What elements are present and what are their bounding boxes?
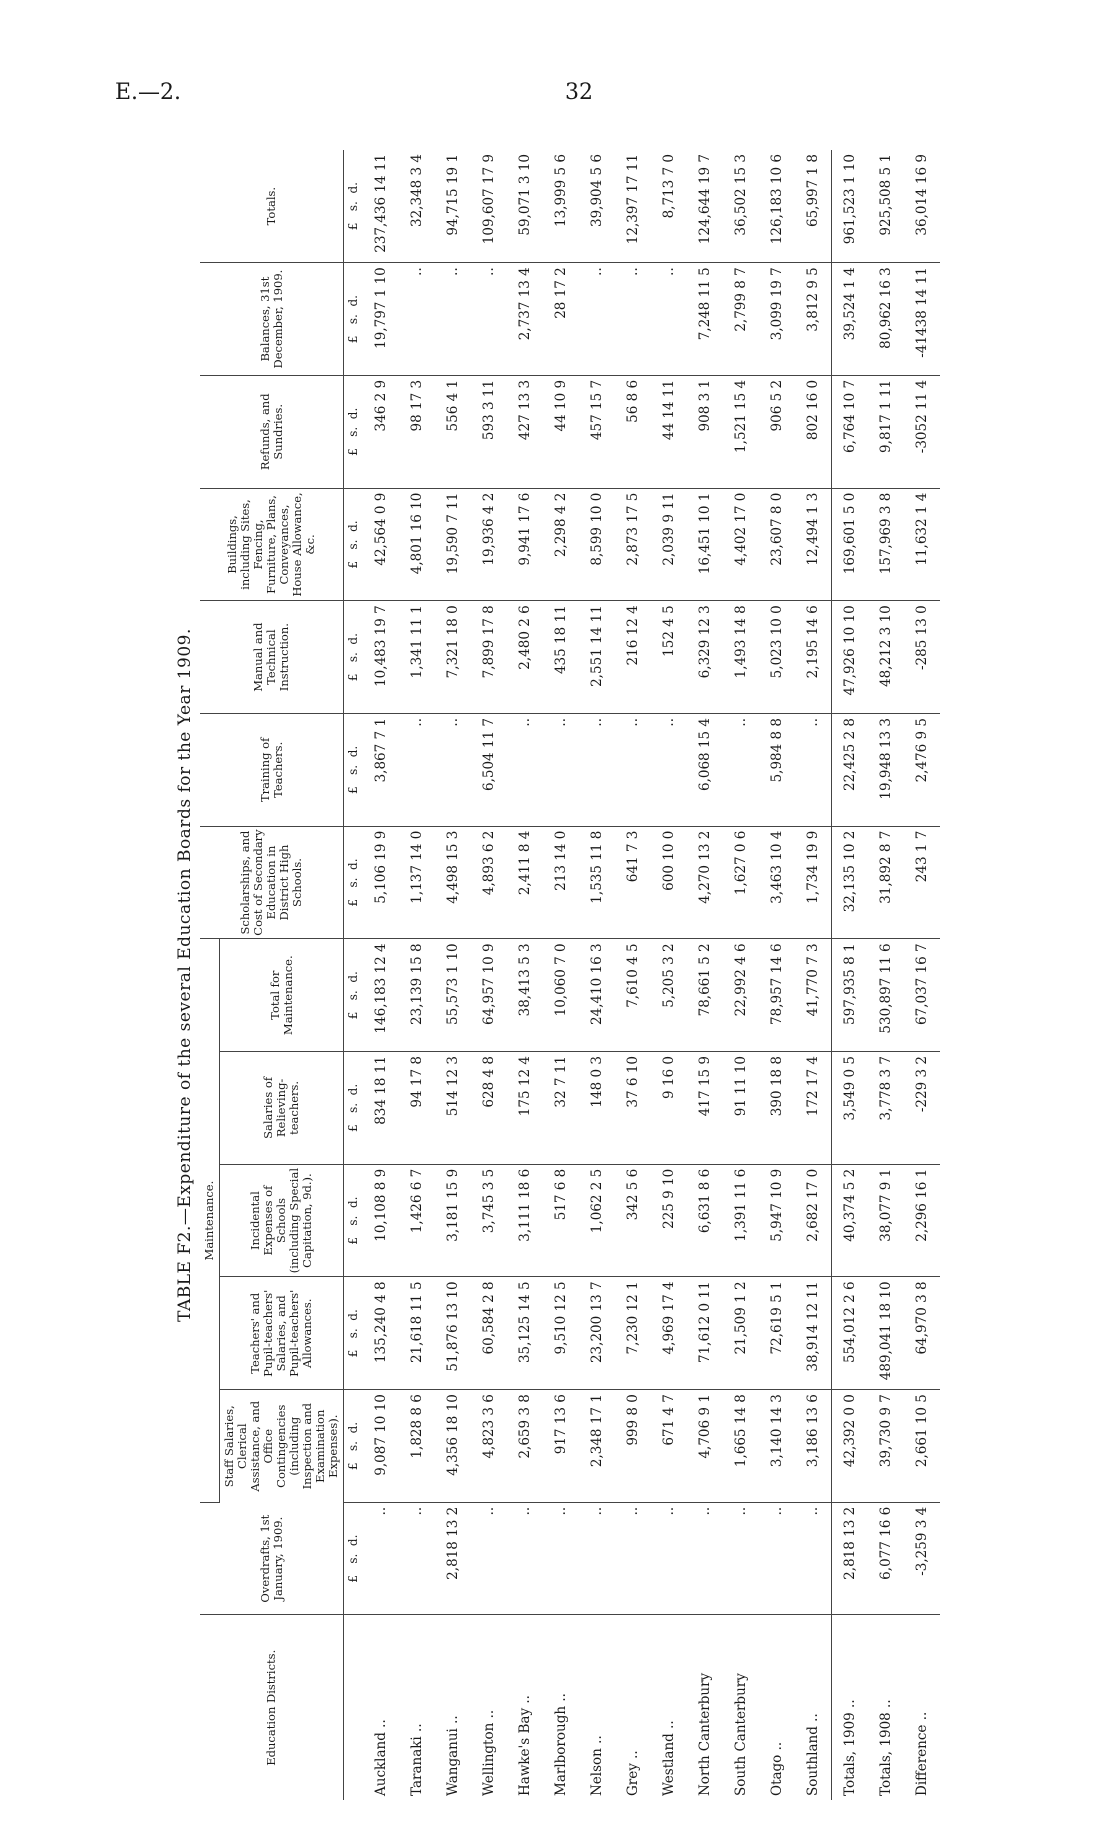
amount-cell: 237,436 14 11 bbox=[363, 150, 399, 263]
district-name: Totals, 1909 .. bbox=[832, 1615, 869, 1800]
amount-cell: 39,730 9 7 bbox=[868, 1390, 904, 1503]
amount-cell: 9,817 1 11 bbox=[868, 375, 904, 488]
amount-cell: 3,186 13 6 bbox=[795, 1390, 832, 1503]
amount-cell: 146,183 12 4 bbox=[363, 939, 399, 1052]
amount-cell: 2,661 10 5 bbox=[904, 1390, 940, 1503]
amount-cell: 3,778 3 7 bbox=[868, 1052, 904, 1165]
amount-cell: 71,612 0 11 bbox=[687, 1277, 723, 1390]
amount-cell: 3,463 10 4 bbox=[759, 826, 795, 939]
unit-label: £ s. d. bbox=[344, 1277, 364, 1390]
header-teachers-salaries: Teachers' and Pupil-teachers' Salaries, and Pupil-teachers' Allowances. bbox=[220, 1277, 344, 1390]
amount-cell: 2,296 16 1 bbox=[904, 1164, 940, 1277]
table-row bbox=[543, 150, 579, 1800]
amount-cell: 59,071 3 10 bbox=[507, 150, 543, 263]
amount-cell: 1,665 14 8 bbox=[723, 1390, 759, 1503]
amount-cell: 22,992 4 6 bbox=[723, 939, 759, 1052]
amount-cell: 32 7 11 bbox=[543, 1052, 579, 1165]
amount-cell: .. bbox=[543, 714, 579, 827]
header-totals: Totals. bbox=[200, 150, 344, 263]
header-incidental-expenses: Incidental Expenses of Schools (including Special Capitation, 9d.). bbox=[220, 1164, 344, 1277]
amount-cell: 23,200 13 7 bbox=[579, 1277, 615, 1390]
table-row bbox=[579, 150, 615, 1800]
amount-cell: 48,212 3 10 bbox=[868, 601, 904, 714]
amount-cell: 64,970 3 8 bbox=[904, 1277, 940, 1390]
amount-cell: .. bbox=[579, 714, 615, 827]
amount-cell: 216 12 4 bbox=[615, 601, 651, 714]
header-relieving-teachers: Salaries of Relieving-teachers. bbox=[220, 1052, 344, 1165]
amount-cell: 7,230 12 1 bbox=[615, 1277, 651, 1390]
amount-cell: 4,356 18 10 bbox=[435, 1390, 471, 1503]
amount-cell: 19,590 7 11 bbox=[435, 488, 471, 601]
table-header bbox=[200, 150, 363, 1800]
unit-blank bbox=[344, 1615, 364, 1800]
amount-cell: .. bbox=[543, 1502, 579, 1615]
amount-cell: .. bbox=[795, 1502, 832, 1615]
amount-cell: 124,644 19 7 bbox=[687, 150, 723, 263]
amount-cell: .. bbox=[759, 1502, 795, 1615]
amount-cell: .. bbox=[651, 714, 687, 827]
amount-cell: 4,498 15 3 bbox=[435, 826, 471, 939]
amount-cell: 24,410 16 3 bbox=[579, 939, 615, 1052]
amount-cell: .. bbox=[507, 714, 543, 827]
amount-cell: 32,348 3 4 bbox=[399, 150, 435, 263]
amount-cell: 593 3 11 bbox=[471, 375, 507, 488]
amount-cell: 6,504 11 7 bbox=[471, 714, 507, 827]
amount-cell: 39,904 5 6 bbox=[579, 150, 615, 263]
amount-cell: 2,298 4 2 bbox=[543, 488, 579, 601]
district-name: South Canterbury bbox=[733, 1673, 749, 1796]
amount-cell: -285 13 0 bbox=[904, 601, 940, 714]
amount-cell: 2,480 2 6 bbox=[507, 601, 543, 714]
amount-cell: 2,682 17 0 bbox=[795, 1164, 832, 1277]
table-body bbox=[363, 150, 940, 1800]
amount-cell: 152 4 5 bbox=[651, 601, 687, 714]
amount-cell: 56 8 6 bbox=[615, 375, 651, 488]
page-reference: E.—2. bbox=[115, 80, 182, 105]
amount-cell: 13,999 5 6 bbox=[543, 150, 579, 263]
amount-cell: 44 10 9 bbox=[543, 375, 579, 488]
amount-cell: 3,181 15 9 bbox=[435, 1164, 471, 1277]
amount-cell: 32,135 10 2 bbox=[832, 826, 869, 939]
amount-cell: 67,037 16 7 bbox=[904, 939, 940, 1052]
amount-cell: 64,957 10 9 bbox=[471, 939, 507, 1052]
amount-cell: 346 2 9 bbox=[363, 375, 399, 488]
table-row bbox=[795, 150, 832, 1800]
amount-cell: 172 17 4 bbox=[795, 1052, 832, 1165]
amount-cell: 530,897 11 6 bbox=[868, 939, 904, 1052]
amount-cell: 5,106 19 9 bbox=[363, 826, 399, 939]
amount-cell: 2,551 14 11 bbox=[579, 601, 615, 714]
amount-cell: 925,508 5 1 bbox=[868, 150, 904, 263]
amount-cell: 126,183 10 6 bbox=[759, 150, 795, 263]
expenditure-table-region bbox=[170, 150, 1010, 1800]
amount-cell: .. bbox=[471, 1502, 507, 1615]
amount-cell: .. bbox=[687, 1502, 723, 1615]
amount-cell: 1,828 8 6 bbox=[399, 1390, 435, 1503]
amount-cell: 5,023 10 0 bbox=[759, 601, 795, 714]
table-row bbox=[471, 150, 507, 1800]
amount-cell: 10,483 19 7 bbox=[363, 601, 399, 714]
amount-cell: 3,549 0 5 bbox=[832, 1052, 869, 1165]
district-name: Auckland .. bbox=[373, 1719, 389, 1796]
unit-label: £ s. d. bbox=[344, 1052, 364, 1165]
amount-cell: 906 5 2 bbox=[759, 375, 795, 488]
amount-cell: 1,137 14 0 bbox=[399, 826, 435, 939]
amount-cell: 37 6 10 bbox=[615, 1052, 651, 1165]
amount-cell: 98 17 3 bbox=[399, 375, 435, 488]
table-row bbox=[435, 150, 471, 1800]
amount-cell: 36,014 16 9 bbox=[904, 150, 940, 263]
amount-cell: .. bbox=[579, 1502, 615, 1615]
amount-cell: .. bbox=[435, 263, 471, 376]
amount-cell: 2,873 17 5 bbox=[615, 488, 651, 601]
header-manual-technical: Manual and Technical Instruction. bbox=[200, 601, 344, 714]
amount-cell: 28 17 2 bbox=[543, 263, 579, 376]
amount-cell: 1,734 19 9 bbox=[795, 826, 832, 939]
amount-cell: 12,397 17 11 bbox=[615, 150, 651, 263]
table-row bbox=[687, 150, 723, 1800]
district-name: Totals, 1908 .. bbox=[878, 1699, 894, 1796]
amount-cell: 3,745 3 5 bbox=[471, 1164, 507, 1277]
amount-cell: 7,610 4 5 bbox=[615, 939, 651, 1052]
unit-label: £ s. d. bbox=[344, 1502, 364, 1615]
amount-cell: 175 12 4 bbox=[507, 1052, 543, 1165]
district-name: Wanganui .. bbox=[445, 1715, 461, 1796]
header-scholarships: Scholarships, and Cost of Secondary Education in District High Schools. bbox=[200, 826, 344, 939]
amount-cell: 42,392 0 0 bbox=[832, 1390, 869, 1503]
amount-cell: 94 17 8 bbox=[399, 1052, 435, 1165]
amount-cell: 7,321 18 0 bbox=[435, 601, 471, 714]
amount-cell: 47,926 10 10 bbox=[832, 601, 869, 714]
amount-cell: 23,607 8 0 bbox=[759, 488, 795, 601]
amount-cell: 4,823 3 6 bbox=[471, 1390, 507, 1503]
amount-cell: 157,969 3 8 bbox=[868, 488, 904, 601]
amount-cell: 109,607 17 9 bbox=[471, 150, 507, 263]
amount-cell: 417 15 9 bbox=[687, 1052, 723, 1165]
amount-cell: 7,248 11 5 bbox=[687, 263, 723, 376]
amount-cell: 514 12 3 bbox=[435, 1052, 471, 1165]
units-row bbox=[344, 150, 364, 1800]
amount-cell: 1,521 15 4 bbox=[723, 375, 759, 488]
amount-cell: 72,619 5 1 bbox=[759, 1277, 795, 1390]
amount-cell: 554,012 2 6 bbox=[832, 1277, 869, 1390]
amount-cell: 917 13 6 bbox=[543, 1390, 579, 1503]
table-row bbox=[399, 150, 435, 1800]
amount-cell: 6,329 12 3 bbox=[687, 601, 723, 714]
amount-cell: 5,205 3 2 bbox=[651, 939, 687, 1052]
amount-cell: 517 6 8 bbox=[543, 1164, 579, 1277]
amount-cell: .. bbox=[579, 263, 615, 376]
unit-label: £ s. d. bbox=[344, 375, 364, 488]
district-name: Difference .. bbox=[914, 1711, 930, 1796]
amount-cell: 3,099 19 7 bbox=[759, 263, 795, 376]
amount-cell: 628 4 8 bbox=[471, 1052, 507, 1165]
amount-cell: 22,425 2 8 bbox=[832, 714, 869, 827]
amount-cell: 342 5 6 bbox=[615, 1164, 651, 1277]
header-education-districts: Education Districts. bbox=[200, 1615, 344, 1800]
amount-cell: .. bbox=[615, 714, 651, 827]
totals-row bbox=[868, 150, 904, 1800]
amount-cell: .. bbox=[399, 714, 435, 827]
amount-cell: 4,706 9 1 bbox=[687, 1390, 723, 1503]
amount-cell: 8,713 7 0 bbox=[651, 150, 687, 263]
unit-label: £ s. d. bbox=[344, 150, 364, 263]
amount-cell: -3,259 3 4 bbox=[904, 1502, 940, 1615]
table-row bbox=[615, 150, 651, 1800]
amount-cell: 2,348 17 1 bbox=[579, 1390, 615, 1503]
amount-cell: 4,270 13 2 bbox=[687, 826, 723, 939]
amount-cell: 38,914 12 11 bbox=[795, 1277, 832, 1390]
amount-cell: 51,876 13 10 bbox=[435, 1277, 471, 1390]
amount-cell: 3,140 14 3 bbox=[759, 1390, 795, 1503]
amount-cell: 9,510 12 5 bbox=[543, 1277, 579, 1390]
amount-cell: 961,523 1 10 bbox=[832, 150, 869, 263]
amount-cell: 31,892 8 7 bbox=[868, 826, 904, 939]
amount-cell: 2,818 13 2 bbox=[832, 1502, 869, 1615]
totals-row bbox=[904, 150, 940, 1800]
amount-cell: 42,564 0 9 bbox=[363, 488, 399, 601]
amount-cell: 5,984 8 8 bbox=[759, 714, 795, 827]
amount-cell: 78,661 5 2 bbox=[687, 939, 723, 1052]
table-row bbox=[651, 150, 687, 1800]
district-name: Southland .. bbox=[805, 1713, 821, 1796]
amount-cell: .. bbox=[723, 714, 759, 827]
district-name: North Canterbury bbox=[697, 1672, 713, 1796]
amount-cell: 213 14 0 bbox=[543, 826, 579, 939]
amount-cell: 600 10 0 bbox=[651, 826, 687, 939]
amount-cell: 10,108 8 9 bbox=[363, 1164, 399, 1277]
table-row bbox=[759, 150, 795, 1800]
amount-cell: 55,573 1 10 bbox=[435, 939, 471, 1052]
amount-cell: .. bbox=[399, 263, 435, 376]
amount-cell: 35,125 14 5 bbox=[507, 1277, 543, 1390]
amount-cell: 148 0 3 bbox=[579, 1052, 615, 1165]
header-refunds: Refunds, and Sundries. bbox=[200, 375, 344, 488]
district-name: Taranaki .. bbox=[409, 1723, 425, 1796]
table-row bbox=[507, 150, 543, 1800]
amount-cell: 5,947 10 9 bbox=[759, 1164, 795, 1277]
amount-cell: 6,764 10 7 bbox=[832, 375, 869, 488]
amount-cell: 457 15 7 bbox=[579, 375, 615, 488]
amount-cell: 2,659 3 8 bbox=[507, 1390, 543, 1503]
unit-label: £ s. d. bbox=[344, 1390, 364, 1503]
amount-cell: 1,391 11 6 bbox=[723, 1164, 759, 1277]
amount-cell: 11,632 1 4 bbox=[904, 488, 940, 601]
header-buildings: Buildings, including Sites, Fencing, Furniture, Plans, Conveyances, House Allowance, &c. bbox=[200, 488, 344, 601]
amount-cell: 2,818 13 2 bbox=[435, 1502, 471, 1615]
amount-cell: 1,627 0 6 bbox=[723, 826, 759, 939]
amount-cell: 19,936 4 2 bbox=[471, 488, 507, 601]
amount-cell: 390 18 8 bbox=[759, 1052, 795, 1165]
amount-cell: .. bbox=[435, 714, 471, 827]
amount-cell: 16,451 10 1 bbox=[687, 488, 723, 601]
amount-cell: 435 18 11 bbox=[543, 601, 579, 714]
amount-cell: .. bbox=[723, 1502, 759, 1615]
amount-cell: 243 1 7 bbox=[904, 826, 940, 939]
amount-cell: 671 4 7 bbox=[651, 1390, 687, 1503]
header-maintenance-group: Maintenance. bbox=[200, 939, 220, 1502]
amount-cell: 94,715 19 1 bbox=[435, 150, 471, 263]
amount-cell: .. bbox=[399, 1502, 435, 1615]
table-row bbox=[723, 150, 759, 1800]
unit-label: £ s. d. bbox=[344, 714, 364, 827]
amount-cell: 41,770 7 3 bbox=[795, 939, 832, 1052]
amount-cell: .. bbox=[471, 263, 507, 376]
amount-cell: 597,935 8 1 bbox=[832, 939, 869, 1052]
district-name: Hawke's Bay .. bbox=[517, 1695, 533, 1796]
amount-cell: 78,957 14 6 bbox=[759, 939, 795, 1052]
district-name: Westland .. bbox=[661, 1720, 677, 1796]
amount-cell: 1,535 11 8 bbox=[579, 826, 615, 939]
expenditure-table bbox=[200, 150, 940, 1800]
amount-cell: 834 18 11 bbox=[363, 1052, 399, 1165]
amount-cell: 641 7 3 bbox=[615, 826, 651, 939]
amount-cell: 23,139 15 8 bbox=[399, 939, 435, 1052]
amount-cell: 908 3 1 bbox=[687, 375, 723, 488]
amount-cell: -41438 14 11 bbox=[904, 263, 940, 376]
amount-cell: 91 11 10 bbox=[723, 1052, 759, 1165]
amount-cell: 225 9 10 bbox=[651, 1164, 687, 1277]
amount-cell: 6,631 8 6 bbox=[687, 1164, 723, 1277]
amount-cell: 3,111 18 6 bbox=[507, 1164, 543, 1277]
amount-cell: 3,867 7 1 bbox=[363, 714, 399, 827]
amount-cell: 4,402 17 0 bbox=[723, 488, 759, 601]
amount-cell: 2,737 13 4 bbox=[507, 263, 543, 376]
unit-label: £ s. d. bbox=[344, 939, 364, 1052]
amount-cell: 427 13 3 bbox=[507, 375, 543, 488]
amount-cell: 999 8 0 bbox=[615, 1390, 651, 1503]
amount-cell: 21,618 11 5 bbox=[399, 1277, 435, 1390]
amount-cell: 38,077 9 1 bbox=[868, 1164, 904, 1277]
amount-cell: 489,041 18 10 bbox=[868, 1277, 904, 1390]
amount-cell: .. bbox=[615, 1502, 651, 1615]
amount-cell: 40,374 5 2 bbox=[832, 1164, 869, 1277]
amount-cell: -3052 11 4 bbox=[904, 375, 940, 488]
amount-cell: 2,476 9 5 bbox=[904, 714, 940, 827]
district-name: Wellington .. bbox=[481, 1709, 497, 1796]
district-name: Nelson .. bbox=[589, 1735, 605, 1796]
amount-cell: 1,493 14 8 bbox=[723, 601, 759, 714]
unit-label: £ s. d. bbox=[344, 488, 364, 601]
header-balances: Balances, 31st December, 1909. bbox=[200, 263, 344, 376]
amount-cell: 2,411 8 4 bbox=[507, 826, 543, 939]
amount-cell: 2,039 9 11 bbox=[651, 488, 687, 601]
amount-cell: 12,494 1 3 bbox=[795, 488, 832, 601]
amount-cell: 4,893 6 2 bbox=[471, 826, 507, 939]
amount-cell: 19,948 13 3 bbox=[868, 714, 904, 827]
amount-cell: .. bbox=[363, 1502, 399, 1615]
table-title: TABLE F2.—Expenditure of the several Education Boards for the Year 1909. bbox=[175, 628, 195, 1322]
header-total-maintenance: Total for Maintenance. bbox=[220, 939, 344, 1052]
unit-label: £ s. d. bbox=[344, 263, 364, 376]
amount-cell: .. bbox=[507, 1502, 543, 1615]
amount-cell: .. bbox=[795, 714, 832, 827]
amount-cell: 44 14 11 bbox=[651, 375, 687, 488]
header-staff-salaries: Staff Salaries, Clerical Assistance, and Office Contingencies (including Inspection and Examination Expenses). bbox=[220, 1390, 344, 1503]
amount-cell: 2,195 14 6 bbox=[795, 601, 832, 714]
amount-cell: 10,060 7 0 bbox=[543, 939, 579, 1052]
amount-cell: 9,941 17 6 bbox=[507, 488, 543, 601]
amount-cell: 38,413 5 3 bbox=[507, 939, 543, 1052]
amount-cell: 39,524 1 4 bbox=[832, 263, 869, 376]
amount-cell: 135,240 4 8 bbox=[363, 1277, 399, 1390]
unit-label: £ s. d. bbox=[344, 1164, 364, 1277]
amount-cell: 2,799 8 7 bbox=[723, 263, 759, 376]
amount-cell: 169,601 5 0 bbox=[832, 488, 869, 601]
amount-cell: .. bbox=[651, 263, 687, 376]
amount-cell: 802 16 0 bbox=[795, 375, 832, 488]
amount-cell: 3,812 9 5 bbox=[795, 263, 832, 376]
amount-cell: 36,502 15 3 bbox=[723, 150, 759, 263]
amount-cell: 4,801 16 10 bbox=[399, 488, 435, 601]
amount-cell: -229 3 2 bbox=[904, 1052, 940, 1165]
header-training: Training of Teachers. bbox=[200, 714, 344, 827]
page-number: 32 bbox=[565, 80, 593, 105]
amount-cell: 8,599 10 0 bbox=[579, 488, 615, 601]
district-name: Grey .. bbox=[625, 1750, 641, 1796]
amount-cell: 1,426 6 7 bbox=[399, 1164, 435, 1277]
amount-cell: .. bbox=[651, 1502, 687, 1615]
amount-cell: 1,341 11 1 bbox=[399, 601, 435, 714]
header-overdrafts: Overdrafts, 1st January, 1909. bbox=[200, 1502, 344, 1615]
unit-label: £ s. d. bbox=[344, 601, 364, 714]
amount-cell: 65,997 1 8 bbox=[795, 150, 832, 263]
amount-cell: 60,584 2 8 bbox=[471, 1277, 507, 1390]
amount-cell: 4,969 17 4 bbox=[651, 1277, 687, 1390]
unit-label: £ s. d. bbox=[344, 826, 364, 939]
totals-row bbox=[832, 150, 869, 1800]
amount-cell: 1,062 2 5 bbox=[579, 1164, 615, 1277]
amount-cell: 556 4 1 bbox=[435, 375, 471, 488]
district-name: Marlborough .. bbox=[553, 1693, 569, 1796]
amount-cell: 9 16 0 bbox=[651, 1052, 687, 1165]
table-row bbox=[363, 150, 399, 1800]
amount-cell: 7,899 17 8 bbox=[471, 601, 507, 714]
amount-cell: 19,797 1 10 bbox=[363, 263, 399, 376]
amount-cell: 21,509 1 2 bbox=[723, 1277, 759, 1390]
amount-cell: 6,077 16 6 bbox=[868, 1502, 904, 1615]
amount-cell: 9,087 10 10 bbox=[363, 1390, 399, 1503]
amount-cell: .. bbox=[615, 263, 651, 376]
amount-cell: 6,068 15 4 bbox=[687, 714, 723, 827]
amount-cell: 80,962 16 3 bbox=[868, 263, 904, 376]
district-name: Otago .. bbox=[769, 1741, 785, 1796]
